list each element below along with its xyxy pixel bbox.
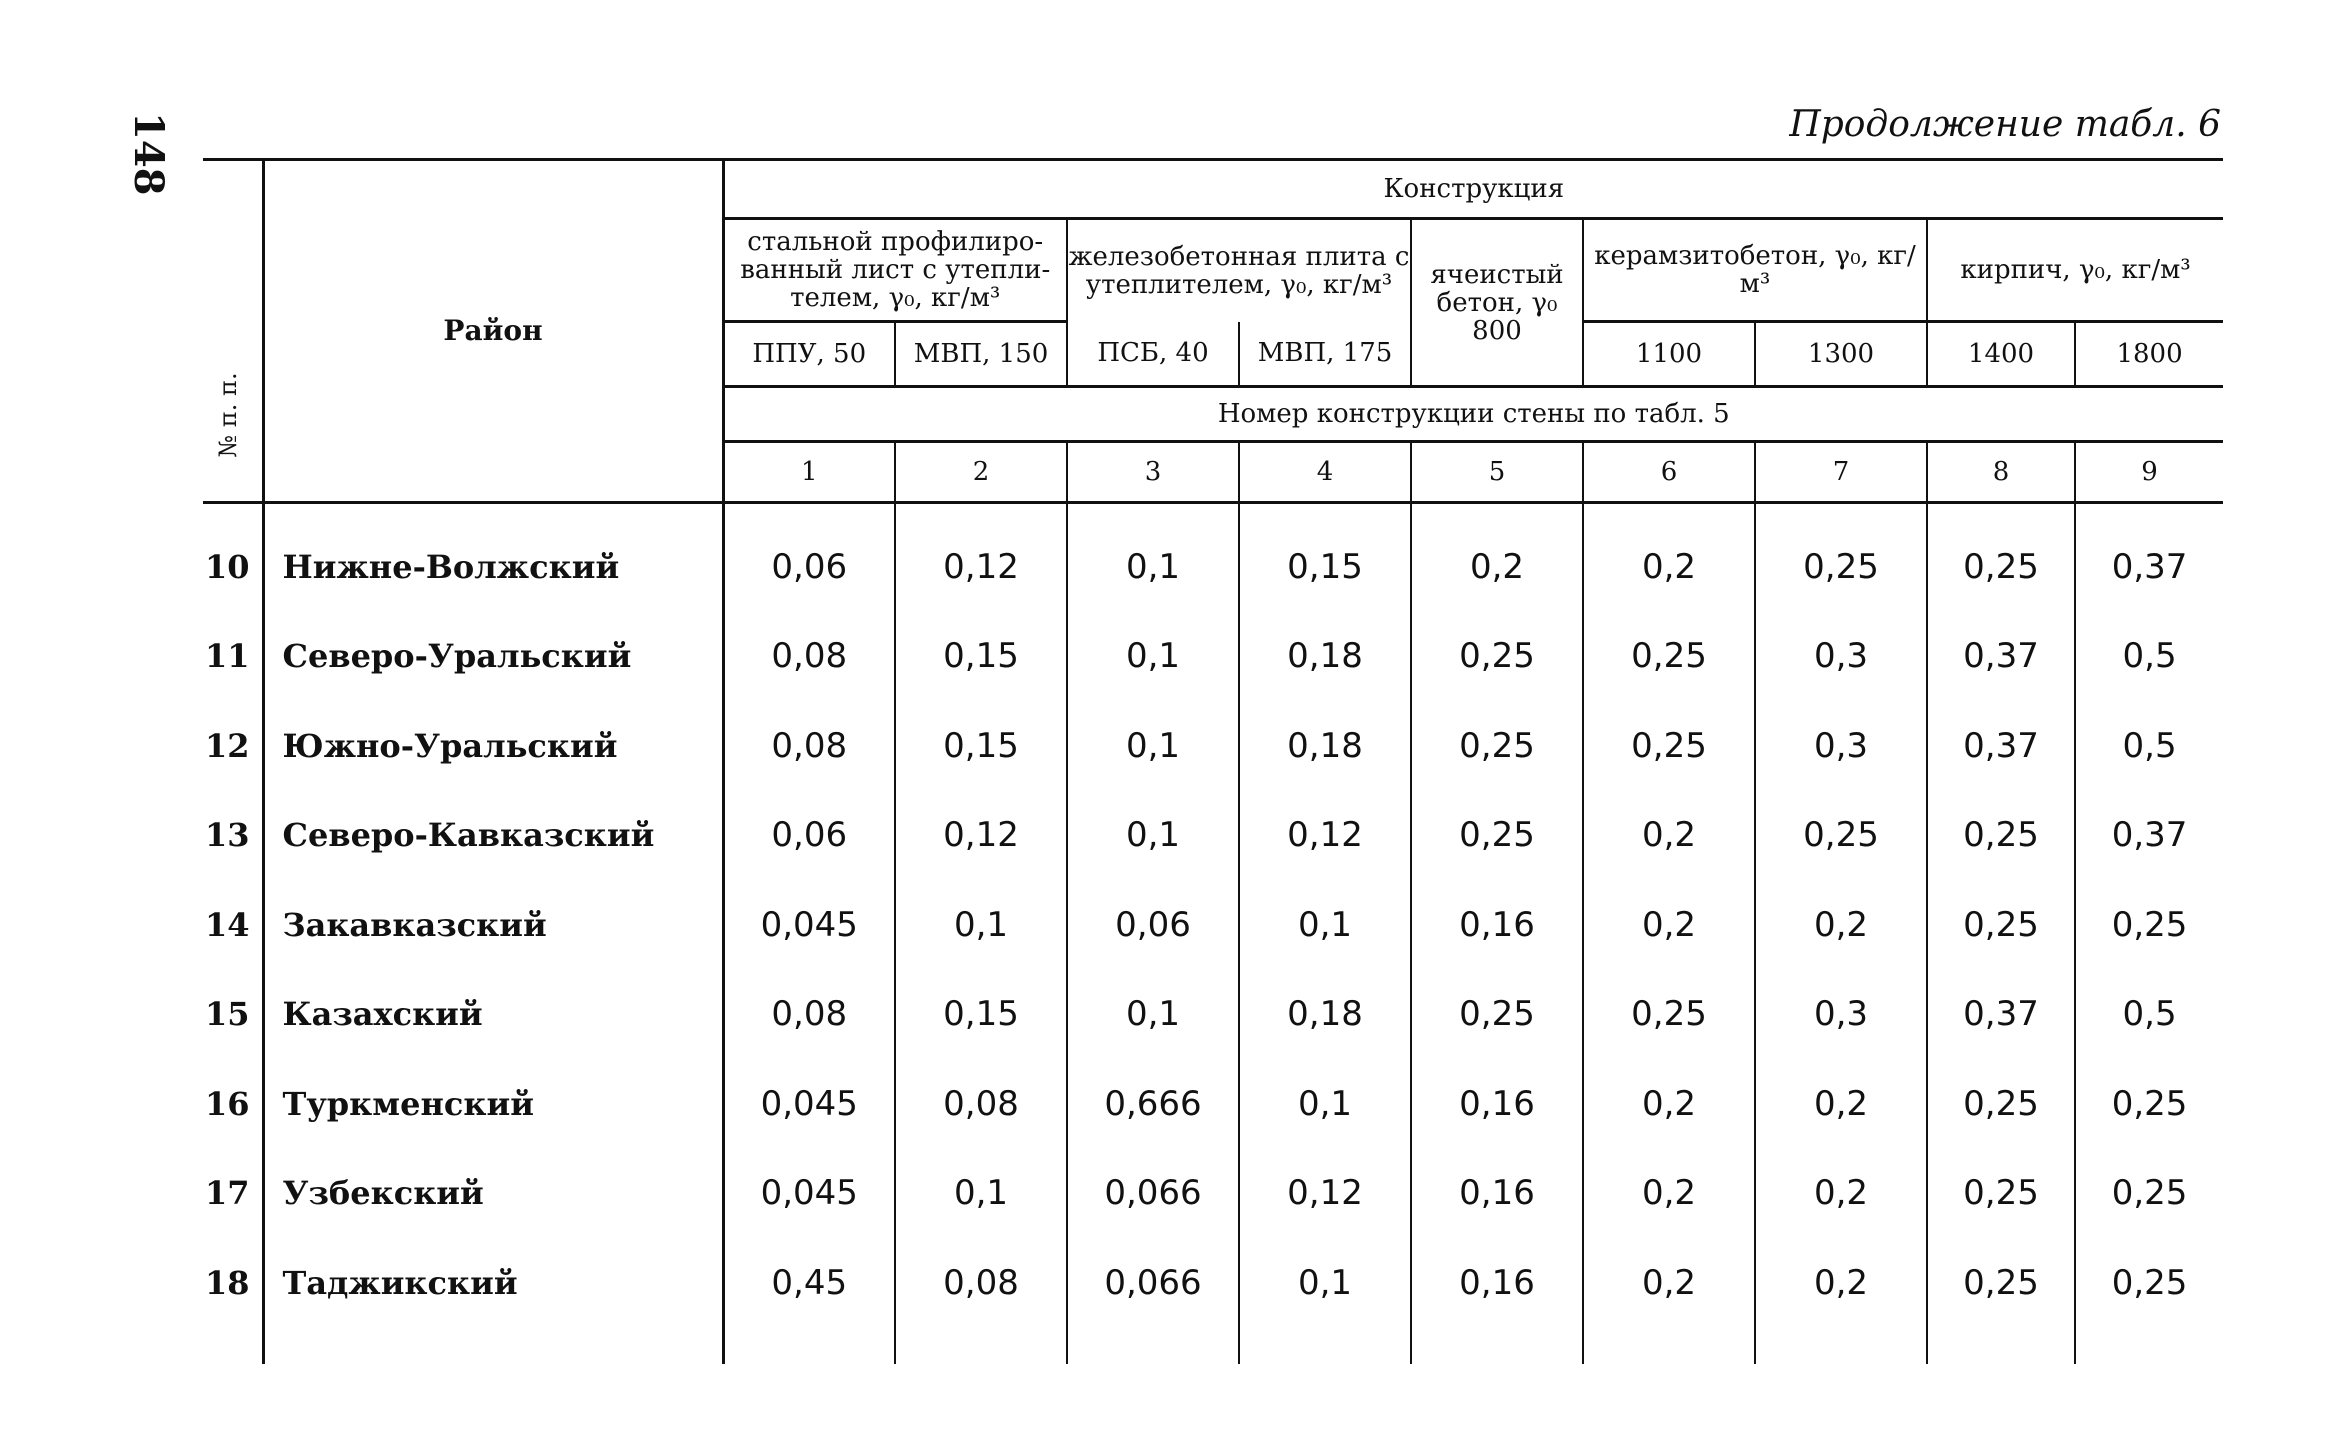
row-number: 16: [205, 1084, 250, 1123]
header-col-3: 3: [1067, 442, 1239, 503]
cell-col-1: 0,06: [723, 503, 895, 612]
table-row: [203, 1238, 2223, 1364]
cell-col-6: 0,2: [1583, 503, 1755, 612]
cell-col-9: 0,5: [2075, 970, 2223, 1060]
cell-col-6: 0,2: [1583, 1238, 1755, 1364]
cell-col-4: 0,1: [1239, 880, 1411, 970]
cell-col-6: 0,2: [1583, 1059, 1755, 1149]
cell-col-8: 0,25: [1927, 503, 2075, 612]
cell-col-4: 0,15: [1239, 503, 1411, 612]
table-body: [203, 503, 2223, 1364]
header-group-steel: стальной профилиро-ванный лист с утепли-телем, γ₀, кг/м³: [723, 219, 1067, 322]
table-row: [203, 791, 2223, 881]
header-col-7: 7: [1755, 442, 1927, 503]
cell-col-2: 0,08: [895, 1059, 1067, 1149]
header-sub-2: МВП, 150: [895, 322, 1067, 387]
cell-col-5: 0,16: [1411, 880, 1583, 970]
table-row: [203, 880, 2223, 970]
cell-col-3: 0,1: [1067, 612, 1239, 702]
table-row: [203, 503, 2223, 612]
table-row: [203, 701, 2223, 791]
cell-col-1: 0,045: [723, 1059, 895, 1149]
cell-col-2: 0,08: [895, 1238, 1067, 1364]
cell-col-8: 0,25: [1927, 1238, 2075, 1364]
cell-col-6: 0,2: [1583, 1149, 1755, 1239]
header-col-2: 2: [895, 442, 1067, 503]
cell-col-4: 0,1: [1239, 1059, 1411, 1149]
table-row: [203, 970, 2223, 1060]
cell-col-7: 0,2: [1755, 1059, 1927, 1149]
cell-col-5: 0,16: [1411, 1238, 1583, 1364]
header-col-5: 5: [1411, 442, 1583, 503]
cell-col-4: 0,18: [1239, 701, 1411, 791]
row-number: 12: [205, 726, 250, 765]
cell-col-8: 0,37: [1927, 612, 2075, 702]
header-construction: Конструкция: [723, 160, 2223, 219]
cell-col-2: 0,12: [895, 791, 1067, 881]
header-col-1: 1: [723, 442, 895, 503]
cell-col-3: 0,1: [1067, 970, 1239, 1060]
page-number: 148: [125, 112, 172, 196]
header-region: Район: [263, 160, 723, 503]
cell-col-6: 0,25: [1583, 612, 1755, 702]
cell-col-5: 0,16: [1411, 1059, 1583, 1149]
header-sub-3: ПСБ, 40: [1067, 322, 1239, 387]
cell-col-7: 0,2: [1755, 1238, 1927, 1364]
cell-col-2: 0,12: [895, 503, 1067, 612]
row-number: 14: [205, 905, 250, 944]
cell-col-6: 0,25: [1583, 701, 1755, 791]
header-group-cellular: ячеистый бетон, γ₀ 800: [1411, 219, 1583, 387]
row-number: 15: [205, 995, 250, 1034]
cell-col-2: 0,15: [895, 701, 1067, 791]
cell-col-5: 0,16: [1411, 1149, 1583, 1239]
cell-col-9: 0,37: [2075, 791, 2223, 881]
cell-col-8: 0,25: [1927, 1059, 2075, 1149]
cell-col-1: 0,06: [723, 791, 895, 881]
header-col-4: 4: [1239, 442, 1411, 503]
cell-col-3: 0,1: [1067, 503, 1239, 612]
cell-col-2: 0,15: [895, 612, 1067, 702]
cell-col-3: 0,066: [1067, 1238, 1239, 1364]
row-region: Таджикский: [263, 1238, 723, 1364]
cell-col-2: 0,1: [895, 1149, 1067, 1239]
cell-col-8: 0,25: [1927, 880, 2075, 970]
cell-col-1: 0,08: [723, 701, 895, 791]
table-caption: Продолжение табл. 6: [1789, 104, 2221, 145]
cell-col-3: 0,1: [1067, 701, 1239, 791]
cell-col-7: 0,2: [1755, 1149, 1927, 1239]
cell-col-4: 0,1: [1239, 1238, 1411, 1364]
cell-col-4: 0,18: [1239, 612, 1411, 702]
cell-col-7: 0,3: [1755, 612, 1927, 702]
cell-col-1: 0,08: [723, 970, 895, 1060]
header-sub-8: 1400: [1927, 322, 2075, 387]
cell-col-4: 0,18: [1239, 970, 1411, 1060]
cell-col-1: 0,045: [723, 1149, 895, 1239]
cell-col-9: 0,5: [2075, 701, 2223, 791]
cell-col-8: 0,25: [1927, 791, 2075, 881]
cell-col-7: 0,3: [1755, 701, 1927, 791]
data-table: [203, 158, 2223, 1364]
row-number: 11: [205, 637, 250, 676]
header-col-8: 8: [1927, 442, 2075, 503]
row-region: Южно-Уральский: [263, 701, 723, 791]
header-group-brick: кирпич, γ₀, кг/м³: [1927, 219, 2223, 322]
cell-col-6: 0,2: [1583, 880, 1755, 970]
cell-col-5: 0,25: [1411, 970, 1583, 1060]
table-row: [203, 1059, 2223, 1149]
row-region: Казахский: [263, 970, 723, 1060]
header-sub-1: ППУ, 50: [723, 322, 895, 387]
cell-col-9: 0,37: [2075, 503, 2223, 612]
cell-col-7: 0,3: [1755, 970, 1927, 1060]
cell-col-3: 0,666: [1067, 1059, 1239, 1149]
header-col-6: 6: [1583, 442, 1755, 503]
cell-col-6: 0,2: [1583, 791, 1755, 881]
cell-col-2: 0,1: [895, 880, 1067, 970]
cell-col-1: 0,045: [723, 880, 895, 970]
row-region: Туркменский: [263, 1059, 723, 1149]
cell-col-4: 0,12: [1239, 791, 1411, 881]
row-region: Закавказский: [263, 880, 723, 970]
cell-col-1: 0,08: [723, 612, 895, 702]
header-group-concrete: железобетонная плита с утеплителем, γ₀, кг/м³: [1067, 219, 1411, 322]
header-group-claydite: керамзитобетон, γ₀, кг/м³: [1583, 219, 1927, 322]
cell-col-2: 0,15: [895, 970, 1067, 1060]
row-number: 18: [205, 1263, 250, 1302]
cell-col-5: 0,25: [1411, 791, 1583, 881]
header-sub-7: 1300: [1755, 322, 1927, 387]
row-region: Узбекский: [263, 1149, 723, 1239]
cell-col-4: 0,12: [1239, 1149, 1411, 1239]
header-sub-9: 1800: [2075, 322, 2223, 387]
cell-col-3: 0,066: [1067, 1149, 1239, 1239]
row-region: Северо-Уральский: [263, 612, 723, 702]
cell-col-6: 0,25: [1583, 970, 1755, 1060]
cell-col-5: 0,25: [1411, 701, 1583, 791]
row-number: 13: [205, 816, 250, 855]
cell-col-5: 0,2: [1411, 503, 1583, 612]
cell-col-5: 0,25: [1411, 612, 1583, 702]
table-row: [203, 612, 2223, 702]
header-wall-number: Номер конструкции стены по табл. 5: [723, 387, 2223, 442]
row-number: 17: [205, 1174, 250, 1213]
cell-col-9: 0,25: [2075, 1059, 2223, 1149]
header-col-9: 9: [2075, 442, 2223, 503]
cell-col-9: 0,5: [2075, 612, 2223, 702]
cell-col-9: 0,25: [2075, 1149, 2223, 1239]
cell-col-8: 0,37: [1927, 970, 2075, 1060]
header-sub-4: МВП, 175: [1239, 322, 1411, 387]
table-row: [203, 1149, 2223, 1239]
cell-col-8: 0,37: [1927, 701, 2075, 791]
row-region: Северо-Кавказский: [263, 791, 723, 881]
cell-col-1: 0,45: [723, 1238, 895, 1364]
cell-col-3: 0,1: [1067, 791, 1239, 881]
cell-col-9: 0,25: [2075, 1238, 2223, 1364]
data-table-container: [203, 158, 2223, 1364]
row-region: Нижне-Волжский: [263, 503, 723, 612]
cell-col-8: 0,25: [1927, 1149, 2075, 1239]
cell-col-7: 0,25: [1755, 791, 1927, 881]
cell-col-9: 0,25: [2075, 880, 2223, 970]
cell-col-3: 0,06: [1067, 880, 1239, 970]
cell-col-7: 0,25: [1755, 503, 1927, 612]
row-number: 10: [205, 547, 250, 586]
header-sub-6: 1100: [1583, 322, 1755, 387]
cell-col-7: 0,2: [1755, 880, 1927, 970]
header-num: № п. п.: [203, 160, 263, 503]
